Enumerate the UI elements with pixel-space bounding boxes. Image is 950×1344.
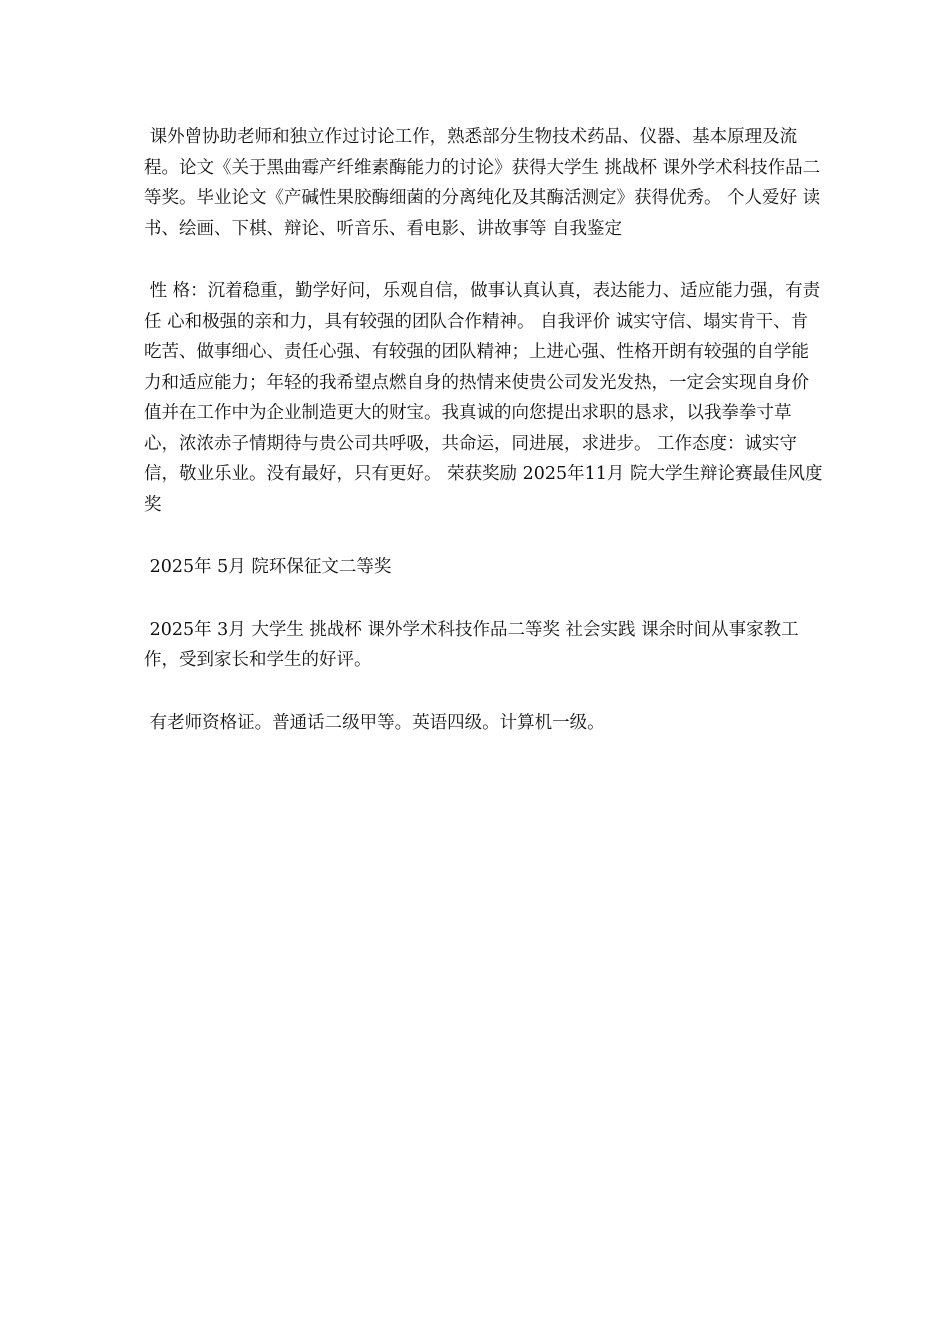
- paragraph-award-march: 2025年 3月 大学生 挑战杯 课外学术科技作品二等奖 社会实践 课余时间从事家教工作，受到家长和学生的好评。: [144, 619, 799, 670]
- paragraph-certificates: 有老师资格证。普通话二级甲等。英语四级。计算机一级。: [144, 712, 605, 733]
- document-body: [144, 122, 824, 738]
- paragraph-experience: 课外曾协助老师和独立作过讨论工作，熟悉部分生物技术药品、仪器、基本原理及流程。论文《关于黑曲霉产纤维素酶能力的讨论》获得大学生 挑战杯 课外学术科技作品二等奖。毕业论文《产碱性果胶酶细菌的分离纯化及其酶活测定》获得优秀。 个人爱好 读书、绘画、下棋、辩论、听音乐、看电影、讲故事等 自我鉴定: [144, 127, 821, 239]
- paragraph-character: 性 格：沉着稳重，勤学好问，乐观自信，做事认真认真，表达能力、适应能力强，有责任 心和极强的亲和力，具有较强的团队合作精神。 自我评价 诚实守信、塌实肯干、肯吃苦、做事细心、责任心强、有较强的团队精神；上进心强、性格开朗有较强的自学能力和适应能力；年轻的我希望点燃自身的热情来使贵公司发光发热，一定会实现自身价值并在工作中为企业制造更大的财宝。我真诚的向您提出求职的恳求，以我拳拳寸草心，浓浓赤子情期待与贵公司共呼吸，共命运，同进展，求进步。 工作态度：诚实守信，敬业乐业。没有最好，只有更好。 荣获奖励 2025年11月 院大学生辩论赛最佳风度奖: [144, 281, 823, 515]
- paragraph-award-may: 2025年 5月 院环保征文二等奖: [144, 557, 392, 577]
